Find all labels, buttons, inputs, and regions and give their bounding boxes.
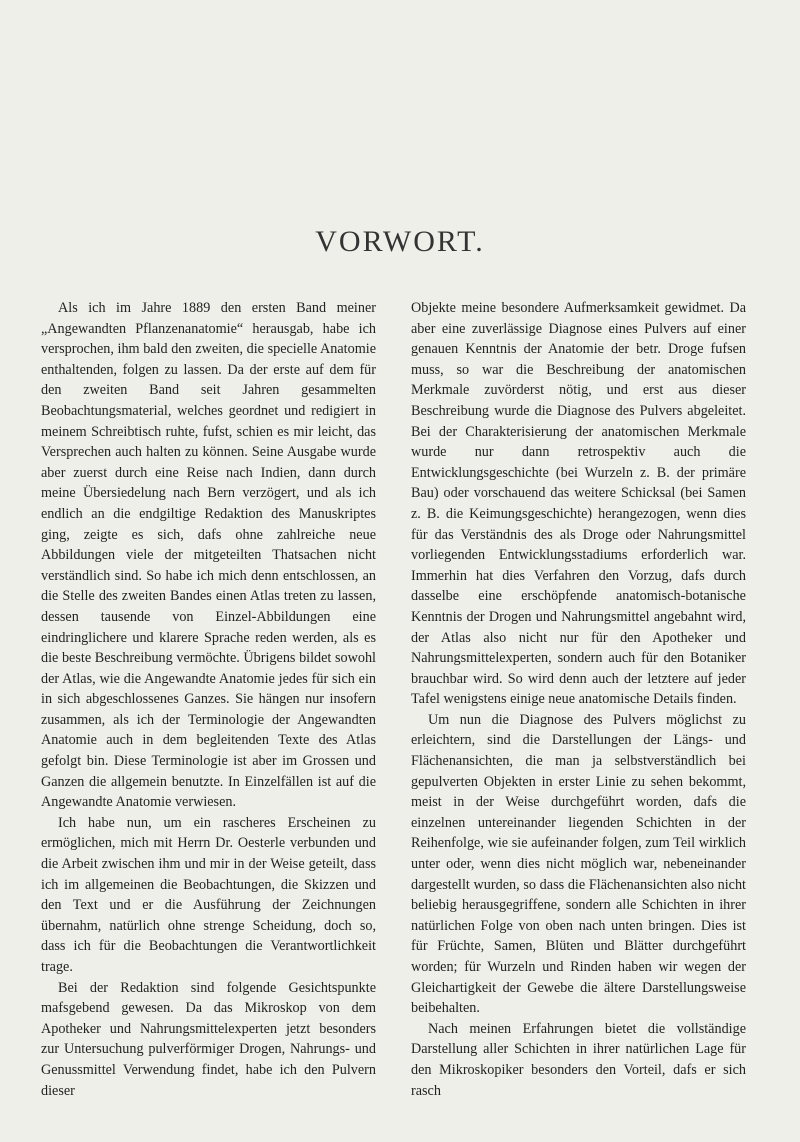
paragraph: Bei der Redaktion sind folgende Gesichtspunkte mafsgebend gewesen. Da das Mikroskop von dem Apotheker und Nahrungsmittelexperten jetzt besonders zur Untersuchung pulverförmiger Drogen, Nahrungs- und Genussmittel Verwendung findet, habe ich den Pulvern dieser <box>41 979 376 1099</box>
paragraph: Ich habe nun, um ein rascheres Erscheinen zu ermöglichen, mich mit Herrn Dr. Oesterle verbunden und die Arbeit zwischen ihm und mir in der Weise geteilt, dass ich im allgemeinen die Beobachtungen, die Skizzen und den Text und er die Ausführung der Zeichnungen übernahm, natürlich ohne strenge Scheidung, doch so, dass ich für die Beobachtungen die Verantwortlichkeit trage. <box>41 814 376 975</box>
right-column <box>411 298 746 1101</box>
paragraph: Als ich im Jahre 1889 den ersten Band meiner „Angewandten Pflanzenanatomie“ herausgab, habe ich versprochen, ihm bald den zweiten, die specielle Anatomie enthaltenden, folgen zu lassen. Da der erste auf dem für den zweiten Band seit Jahren gesammelten Beobachtungsmaterial, welches geordnet und redigiert in meinem Schreibtisch ruhte, fufst, schien es mir leicht, das Versprechen auch halten zu können. Seine Ausgabe wurde aber zuerst durch eine Reise nach Indien, dann durch meine Übersiedelung nach Bern verzögert, und als ich endlich an die endgiltige Redaktion des Manuskriptes ging, zeigte es sich, dafs ohne zahlreiche neue Abbildungen viele der mitgeteilten Thatsachen nicht verständlich sind. So habe ich mich denn entschlossen, an die Stelle des zweiten Bandes einen Atlas treten zu lassen, dessen tausende von Einzel-Abbildungen eine eindringlichere und klarere Sprache reden werden, als es die beste Beschreibung vermöchte. Übrigens bildet sowohl der Atlas, wie die Angewandte Anatomie jedes für sich ein in sich abgeschlossenes Ganzes. Sie hängen nur insofern zusammen, als ich der Terminologie der Angewandten Anatomie auch in dem begleitenden Texte des Atlas gefolgt bin. Diese Terminologie ist aber im Grossen und Ganzen die allgemein benutzte. In Einzelfällen ist auf die Angewandte Anatomie verwiesen. <box>41 300 376 811</box>
paragraph: Nach meinen Erfahrungen bietet die vollständige Darstellung aller Schichten in ihrer natürlichen Lage für den Mikroskopiker besonders den Vorteil, dafs er sich rasch <box>411 1020 746 1099</box>
left-column <box>41 298 376 1101</box>
paragraph: Objekte meine besondere Aufmerksamkeit gewidmet. Da aber eine zuverlässige Diagnose eines Pulvers auf einer genauen Kenntnis der Anatomie der betr. Droge fufsen muss, so war die Beschreibung der anatomischen Merkmale zuvörderst nötig, und erst aus dieser Beschreibung wurde die Diagnose des Pulvers abgeleitet. Bei der Charakterisierung der anatomischen Merkmale wurde nur dann retrospektiv auch die Entwicklungsgeschichte (bei Wurzeln z. B. der primäre Bau) oder vorschauend das weitere Schicksal (bei Samen z. B. die Keimungsgeschichte) herangezogen, wenn dies für das Verständnis des als Droge oder Nahrungsmittel vorliegenden Entwicklungsstadiums erforderlich war. Immerhin hat dies Verfahren den Vorzug, dafs durch dasselbe eine erschöpfende anatomisch-botanische Kenntnis der Drogen und Nahrungsmittel angebahnt wird, der Atlas also nicht nur für den Apotheker und Nahrungsmittelexperten, sondern auch für den Botaniker brauchbar wird. So wird denn auch der letztere auf jeder Tafel wenigstens einige neue anatomische Details finden. <box>411 300 746 708</box>
page-title: VORWORT. <box>315 225 485 258</box>
paragraph: Um nun die Diagnose des Pulvers möglichst zu erleichtern, sind die Darstellungen der Längs- und Flächenansichten, die man ja selbstverständlich bei gepulverten Objekten in erster Linie zu sehen bekommt, meist in der Weise durchgeführt worden, dafs die einzelnen untereinander liegenden Schichten in der Reihenfolge, wie sie aufeinander folgen, zum Teil wirklich unter oder, wenn dies nicht möglich war, nebeneinander dargestellt wurden, so dass die Flächenansichten also nicht beliebig herausgegriffene, sondern alle Schichten in ihrer natürlichen Folge von oben nach unten bringen. Dies ist für Früchte, Samen, Blüten und Blätter durchgeführt worden; für Wurzeln und Rinden haben wir wegen der Gleichartigkeit der Gewebe die ältere Darstellungsweise beibehalten. <box>411 711 746 1017</box>
